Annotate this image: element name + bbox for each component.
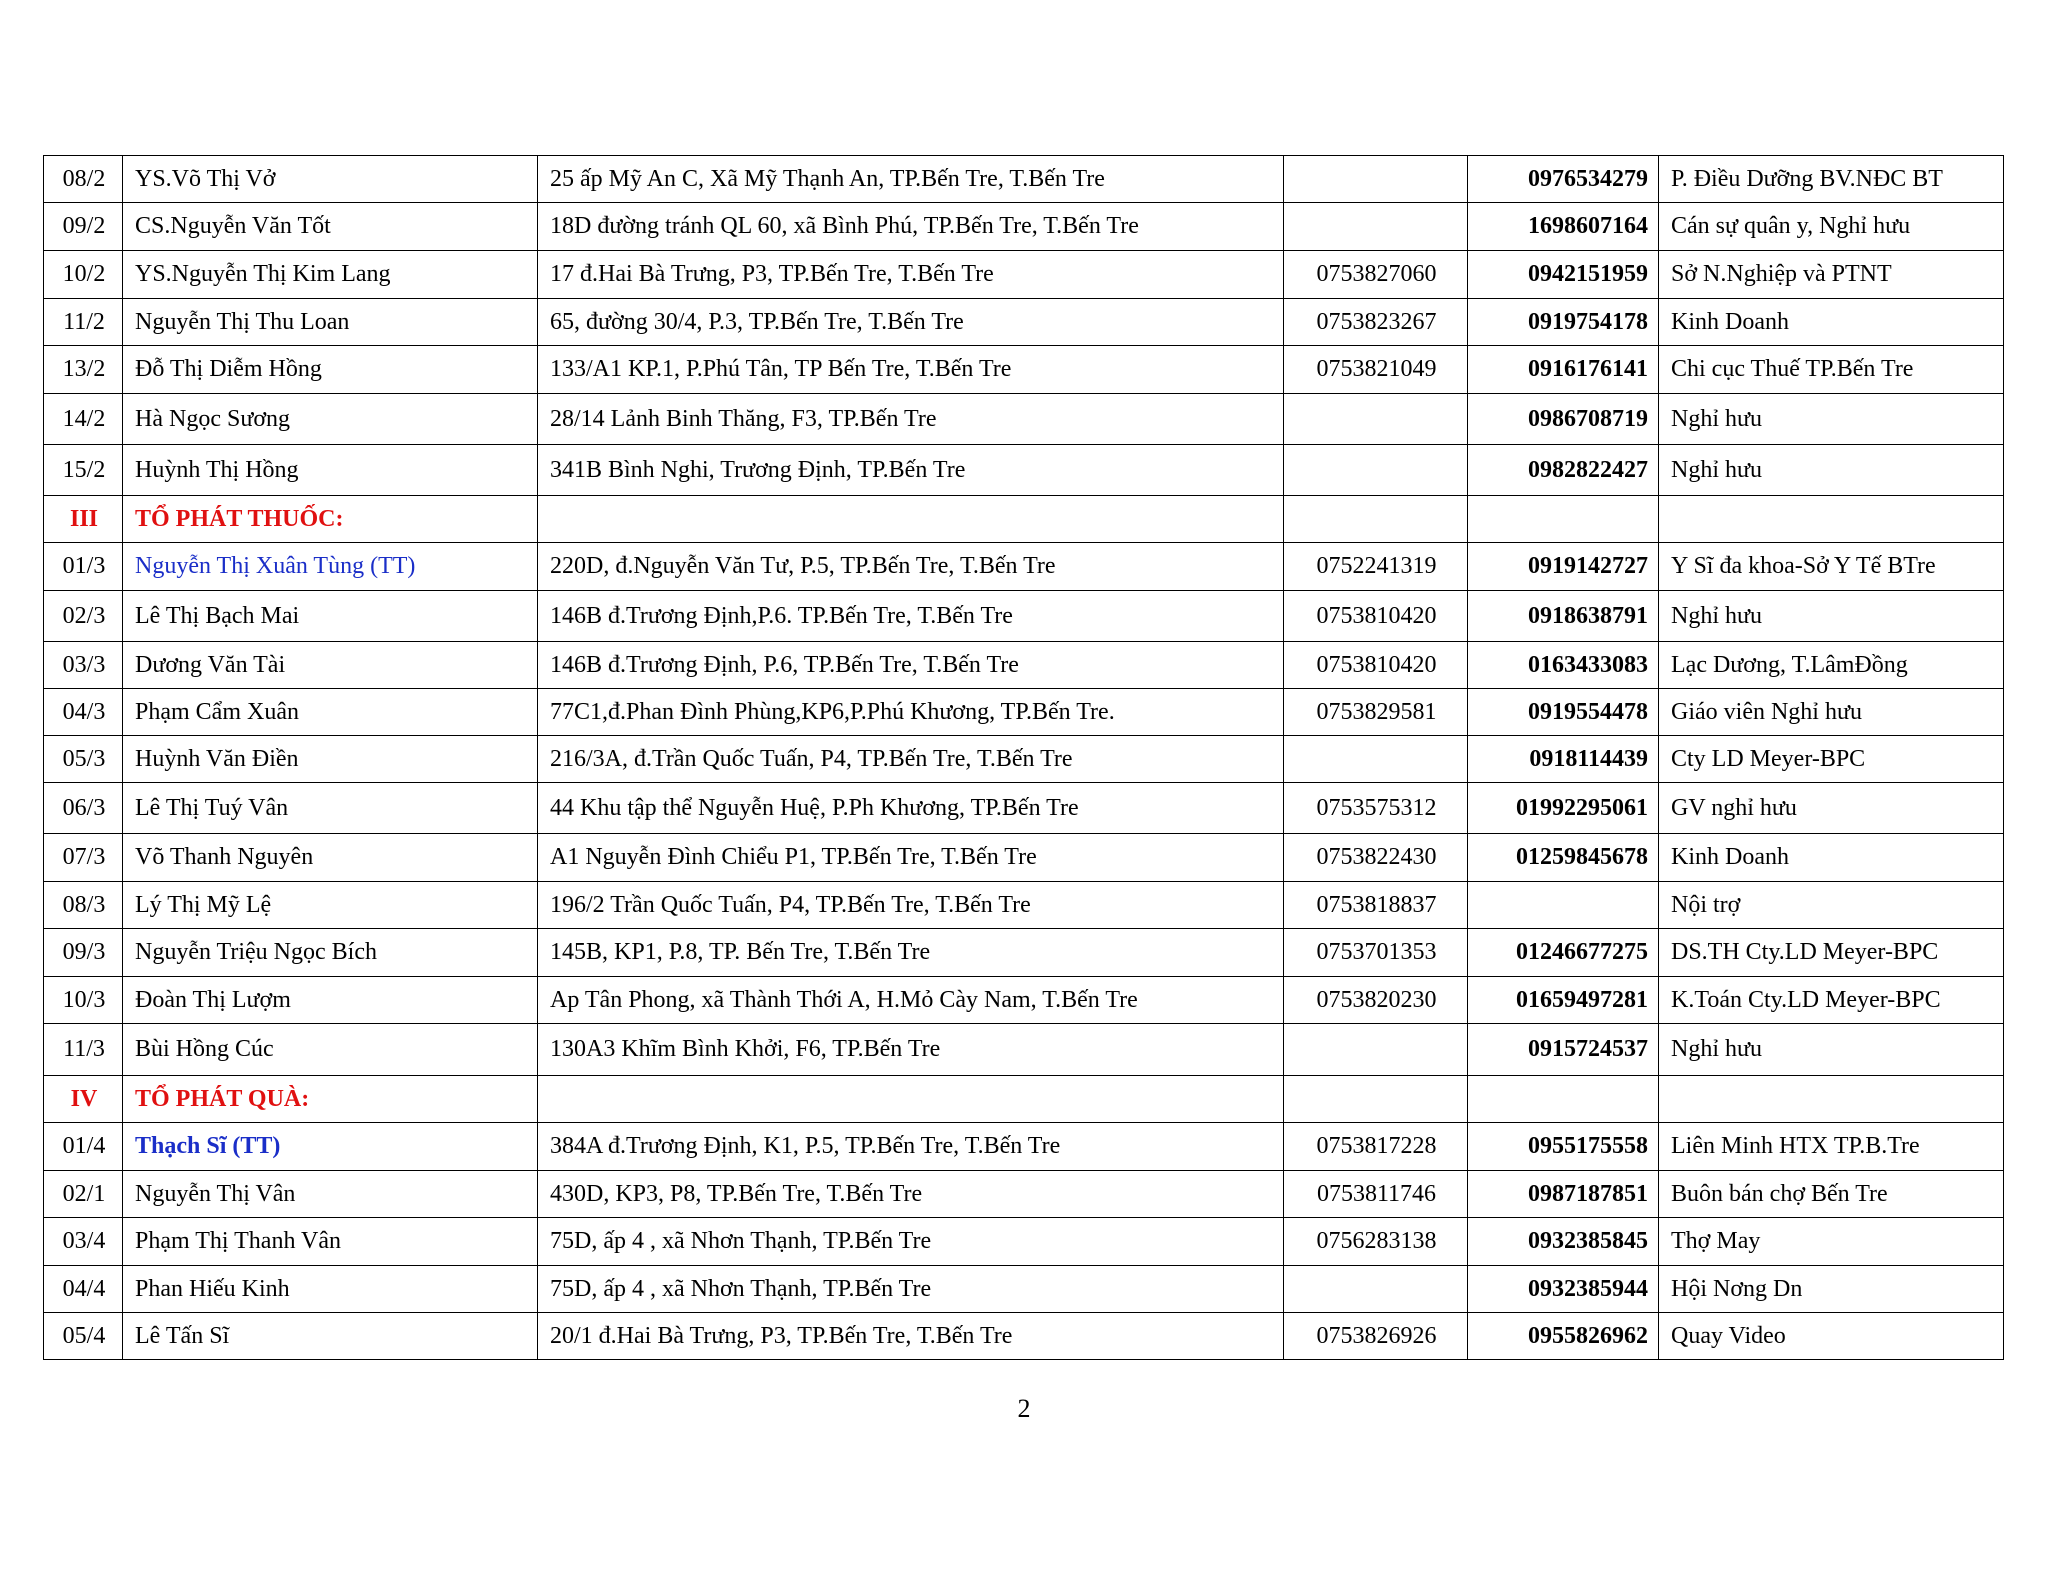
row-number: 01/4 — [44, 1123, 123, 1171]
table-row — [44, 543, 2004, 591]
row-number: 02/1 — [44, 1171, 123, 1218]
mobile-phone: 0918114439 — [1468, 736, 1659, 783]
occupation: Kinh Doanh — [1659, 834, 2004, 882]
table-row — [44, 642, 2004, 689]
member-address: 65, đường 30/4, P.3, TP.Bến Tre, T.Bến Tre — [538, 299, 1284, 346]
table-row — [44, 299, 2004, 346]
member-name: Bùi Hồng Cúc — [123, 1024, 538, 1076]
table-row — [44, 156, 2004, 203]
row-number: 05/4 — [44, 1313, 123, 1360]
home-phone — [1284, 736, 1468, 783]
mobile-phone: 0919142727 — [1468, 543, 1659, 591]
home-phone: 0753822430 — [1284, 834, 1468, 882]
table-row — [44, 251, 2004, 299]
member-name: Lý Thị Mỹ Lệ — [123, 882, 538, 929]
home-phone: 0753818837 — [1284, 882, 1468, 929]
member-name: Lê Thị Bạch Mai — [123, 591, 538, 642]
mobile-phone: 0976534279 — [1468, 156, 1659, 203]
occupation: Quay Video — [1659, 1313, 2004, 1360]
table-row — [44, 1123, 2004, 1171]
mobile-phone: 1698607164 — [1468, 203, 1659, 251]
mobile-phone: 0955826962 — [1468, 1313, 1659, 1360]
member-name: Nguyễn Thị Thu Loan — [123, 299, 538, 346]
member-name: Nguyễn Triệu Ngọc Bích — [123, 929, 538, 977]
member-address: 130A3 Khĩm Bình Khởi, F6, TP.Bến Tre — [538, 1024, 1284, 1076]
table-row — [44, 882, 2004, 929]
page-number: 2 — [1017, 1394, 1031, 1423]
occupation: K.Toán Cty.LD Meyer-BPC — [1659, 977, 2004, 1024]
member-name: Phạm Cẩm Xuân — [123, 689, 538, 736]
member-name: Hà Ngọc Sương — [123, 394, 538, 445]
mobile-phone — [1468, 1076, 1659, 1123]
home-phone: 0753817228 — [1284, 1123, 1468, 1171]
row-number: 03/4 — [44, 1218, 123, 1266]
member-address: Ap Tân Phong, xã Thành Thới A, H.Mỏ Cày Nam, T.Bến Tre — [538, 977, 1284, 1024]
mobile-phone: 01659497281 — [1468, 977, 1659, 1024]
member-address: 341B Bình Nghi, Trương Định, TP.Bến Tre — [538, 445, 1284, 496]
member-name: Thạch Sĩ (TT) — [123, 1123, 538, 1171]
occupation: Cty LD Meyer-BPC — [1659, 736, 2004, 783]
member-name: Huỳnh Thị Hồng — [123, 445, 538, 496]
occupation: Cán sự quân y, Nghỉ hưu — [1659, 203, 2004, 251]
home-phone — [1284, 1024, 1468, 1076]
member-address: 17 đ.Hai Bà Trưng, P3, TP.Bến Tre, T.Bến Tre — [538, 251, 1284, 299]
home-phone — [1284, 496, 1468, 543]
member-name: Lê Tấn Sĩ — [123, 1313, 538, 1360]
mobile-phone — [1468, 496, 1659, 543]
section-header-row — [44, 1076, 2004, 1123]
home-phone: 0753829581 — [1284, 689, 1468, 736]
home-phone: 0753827060 — [1284, 251, 1468, 299]
occupation: Thợ May — [1659, 1218, 2004, 1266]
member-name: Phan Hiếu Kinh — [123, 1266, 538, 1313]
member-address: 75D, ấp 4 , xã Nhơn Thạnh, TP.Bến Tre — [538, 1218, 1284, 1266]
home-phone — [1284, 445, 1468, 496]
occupation: Nghỉ hưu — [1659, 445, 2004, 496]
table-row — [44, 346, 2004, 394]
member-name: Đỗ Thị Diễm Hồng — [123, 346, 538, 394]
row-number: 15/2 — [44, 445, 123, 496]
member-name: Nguyễn Thị Xuân Tùng (TT) — [123, 543, 538, 591]
table-row — [44, 689, 2004, 736]
home-phone — [1284, 1076, 1468, 1123]
occupation: Buôn bán chợ Bến Tre — [1659, 1171, 2004, 1218]
mobile-phone: 01259845678 — [1468, 834, 1659, 882]
home-phone: 0753810420 — [1284, 591, 1468, 642]
member-name: YS.Nguyễn Thị Kim Lang — [123, 251, 538, 299]
occupation — [1659, 1076, 2004, 1123]
occupation: Kinh Doanh — [1659, 299, 2004, 346]
member-name: YS.Võ Thị Vở — [123, 156, 538, 203]
table-row — [44, 1024, 2004, 1076]
occupation: Nghỉ hưu — [1659, 394, 2004, 445]
row-number: 10/3 — [44, 977, 123, 1024]
section-title: TỔ PHÁT THUỐC: — [123, 496, 538, 543]
section-number: III — [44, 496, 123, 543]
table-row — [44, 1313, 2004, 1360]
home-phone: 0753575312 — [1284, 783, 1468, 834]
occupation — [1659, 496, 2004, 543]
row-number: 11/2 — [44, 299, 123, 346]
mobile-phone: 0932385845 — [1468, 1218, 1659, 1266]
home-phone — [1284, 203, 1468, 251]
mobile-phone: 01992295061 — [1468, 783, 1659, 834]
row-number: 07/3 — [44, 834, 123, 882]
occupation: Nghỉ hưu — [1659, 1024, 2004, 1076]
table-row — [44, 834, 2004, 882]
row-number: 11/3 — [44, 1024, 123, 1076]
mobile-phone: 0919754178 — [1468, 299, 1659, 346]
home-phone: 0753823267 — [1284, 299, 1468, 346]
member-address — [538, 1076, 1284, 1123]
member-address: 196/2 Trần Quốc Tuấn, P4, TP.Bến Tre, T.Bến Tre — [538, 882, 1284, 929]
row-number: 13/2 — [44, 346, 123, 394]
member-address: 146B đ.Trương Định,P.6. TP.Bến Tre, T.Bến Tre — [538, 591, 1284, 642]
mobile-phone: 0982822427 — [1468, 445, 1659, 496]
occupation: Giáo viên Nghỉ hưu — [1659, 689, 2004, 736]
home-phone: 0753811746 — [1284, 1171, 1468, 1218]
home-phone: 0752241319 — [1284, 543, 1468, 591]
member-name: Lê Thị Tuý Vân — [123, 783, 538, 834]
row-number: 08/2 — [44, 156, 123, 203]
home-phone — [1284, 394, 1468, 445]
member-name: CS.Nguyễn Văn Tốt — [123, 203, 538, 251]
occupation: DS.TH Cty.LD Meyer-BPC — [1659, 929, 2004, 977]
member-name: Võ Thanh Nguyên — [123, 834, 538, 882]
table-row — [44, 591, 2004, 642]
mobile-phone: 0932385944 — [1468, 1266, 1659, 1313]
table-row — [44, 929, 2004, 977]
row-number: 14/2 — [44, 394, 123, 445]
occupation: Lạc Dương, T.LâmĐồng — [1659, 642, 2004, 689]
row-number: 06/3 — [44, 783, 123, 834]
home-phone: 0753701353 — [1284, 929, 1468, 977]
home-phone: 0753826926 — [1284, 1313, 1468, 1360]
member-address: 20/1 đ.Hai Bà Trưng, P3, TP.Bến Tre, T.Bến Tre — [538, 1313, 1284, 1360]
row-number: 09/2 — [44, 203, 123, 251]
mobile-phone: 0918638791 — [1468, 591, 1659, 642]
row-number: 01/3 — [44, 543, 123, 591]
table-row — [44, 203, 2004, 251]
mobile-phone: 0987187851 — [1468, 1171, 1659, 1218]
member-name: Đoàn Thị Lượm — [123, 977, 538, 1024]
member-address: 44 Khu tập thể Nguyễn Huệ, P.Ph Khương, TP.Bến Tre — [538, 783, 1284, 834]
member-name: Dương Văn Tài — [123, 642, 538, 689]
occupation: Hội Nơng Dn — [1659, 1266, 2004, 1313]
section-header-row — [44, 496, 2004, 543]
member-address: 28/14 Lảnh Binh Thăng, F3, TP.Bến Tre — [538, 394, 1284, 445]
occupation: P. Điều Dưỡng BV.NĐC BT — [1659, 156, 2004, 203]
row-number: 08/3 — [44, 882, 123, 929]
mobile-phone — [1468, 882, 1659, 929]
row-number: 09/3 — [44, 929, 123, 977]
member-address: 25 ấp Mỹ An C, Xã Mỹ Thạnh An, TP.Bến Tre, T.Bến Tre — [538, 156, 1284, 203]
home-phone: 0753820230 — [1284, 977, 1468, 1024]
occupation: Liên Minh HTX TP.B.Tre — [1659, 1123, 2004, 1171]
occupation: Nội trợ — [1659, 882, 2004, 929]
member-address: 430D, KP3, P8, TP.Bến Tre, T.Bến Tre — [538, 1171, 1284, 1218]
table-row — [44, 736, 2004, 783]
table-row — [44, 394, 2004, 445]
row-number: 05/3 — [44, 736, 123, 783]
member-address: 384A đ.Trương Định, K1, P.5, TP.Bến Tre, T.Bến Tre — [538, 1123, 1284, 1171]
member-name: Huỳnh Văn Điền — [123, 736, 538, 783]
member-address: A1 Nguyễn Đình Chiểu P1, TP.Bến Tre, T.Bến Tre — [538, 834, 1284, 882]
section-title: TỔ PHÁT QUÀ: — [123, 1076, 538, 1123]
mobile-phone: 0986708719 — [1468, 394, 1659, 445]
mobile-phone: 0915724537 — [1468, 1024, 1659, 1076]
mobile-phone: 0955175558 — [1468, 1123, 1659, 1171]
member-address: 220D, đ.Nguyễn Văn Tư, P.5, TP.Bến Tre, T.Bến Tre — [538, 543, 1284, 591]
occupation: Y Sĩ đa khoa-Sở Y Tế BTre — [1659, 543, 2004, 591]
home-phone: 0756283138 — [1284, 1218, 1468, 1266]
occupation: GV nghỉ hưu — [1659, 783, 2004, 834]
member-address: 18D đường tránh QL 60, xã Bình Phú, TP.Bến Tre, T.Bến Tre — [538, 203, 1284, 251]
member-address: 216/3A, đ.Trần Quốc Tuấn, P4, TP.Bến Tre, T.Bến Tre — [538, 736, 1284, 783]
member-name: Phạm Thị Thanh Vân — [123, 1218, 538, 1266]
row-number: 10/2 — [44, 251, 123, 299]
member-address — [538, 496, 1284, 543]
occupation: Sở N.Nghiệp và PTNT — [1659, 251, 2004, 299]
row-number: 04/4 — [44, 1266, 123, 1313]
member-address: 145B, KP1, P.8, TP. Bến Tre, T.Bến Tre — [538, 929, 1284, 977]
row-number: 04/3 — [44, 689, 123, 736]
occupation: Nghỉ hưu — [1659, 591, 2004, 642]
table-row — [44, 1218, 2004, 1266]
occupation: Chi cục Thuế TP.Bến Tre — [1659, 346, 2004, 394]
row-number: 02/3 — [44, 591, 123, 642]
member-address: 75D, ấp 4 , xã Nhơn Thạnh, TP.Bến Tre — [538, 1266, 1284, 1313]
mobile-phone: 01246677275 — [1468, 929, 1659, 977]
row-number: 03/3 — [44, 642, 123, 689]
member-table — [43, 155, 2004, 1360]
table-row — [44, 445, 2004, 496]
mobile-phone: 0919554478 — [1468, 689, 1659, 736]
member-address: 77C1,đ.Phan Đình Phùng,KP6,P.Phú Khương, TP.Bến Tre. — [538, 689, 1284, 736]
member-address: 133/A1 KP.1, P.Phú Tân, TP Bến Tre, T.Bến Tre — [538, 346, 1284, 394]
section-number: IV — [44, 1076, 123, 1123]
table-row — [44, 783, 2004, 834]
home-phone — [1284, 1266, 1468, 1313]
home-phone — [1284, 156, 1468, 203]
member-address: 146B đ.Trương Định, P.6, TP.Bến Tre, T.Bến Tre — [538, 642, 1284, 689]
home-phone: 0753810420 — [1284, 642, 1468, 689]
member-name: Nguyễn Thị Vân — [123, 1171, 538, 1218]
mobile-phone: 0942151959 — [1468, 251, 1659, 299]
home-phone: 0753821049 — [1284, 346, 1468, 394]
mobile-phone: 0916176141 — [1468, 346, 1659, 394]
table-row — [44, 1171, 2004, 1218]
table-row — [44, 977, 2004, 1024]
mobile-phone: 0163433083 — [1468, 642, 1659, 689]
table-row — [44, 1266, 2004, 1313]
